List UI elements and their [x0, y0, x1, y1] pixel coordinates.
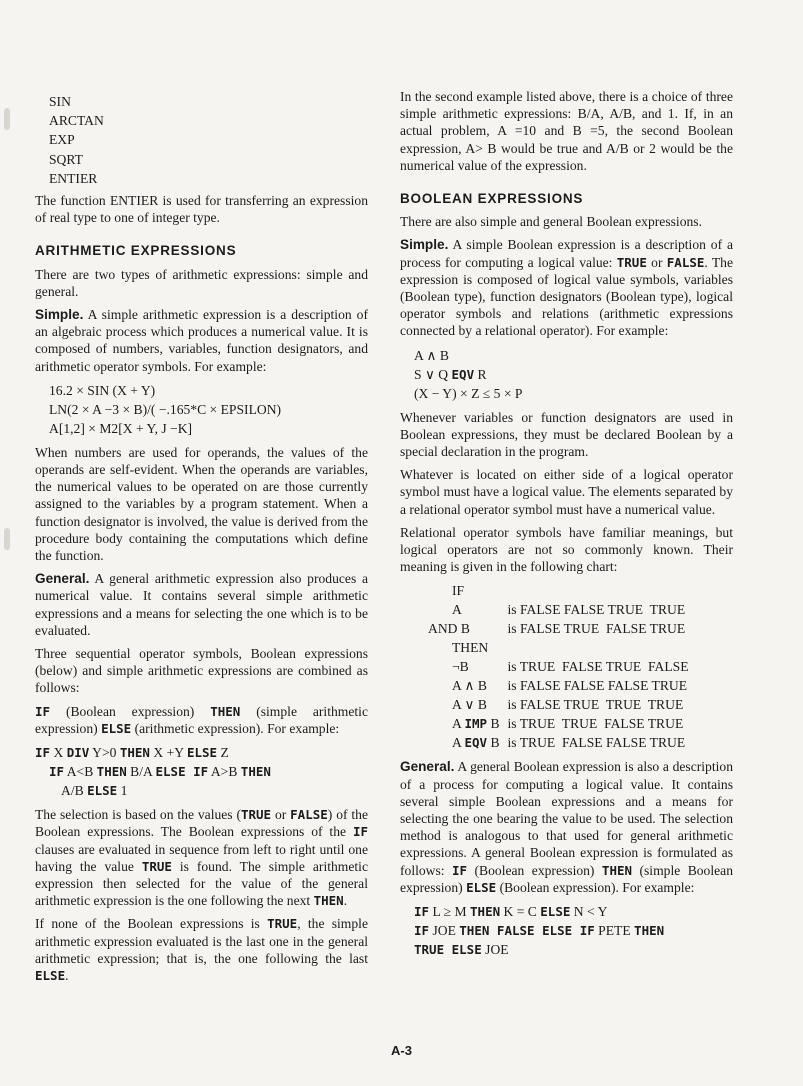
text: (simple Boolean expression): [400, 862, 733, 895]
example-line: [414, 921, 733, 940]
text: A: [452, 716, 465, 732]
left-column: [35, 88, 368, 990]
example-line: 16.2 × SIN (X + Y): [49, 382, 156, 398]
keyword: TRUE: [414, 942, 445, 958]
keyword: TRUE: [616, 254, 647, 270]
example-line: [414, 940, 733, 959]
keyword: ELSE: [444, 942, 482, 958]
table-cell: ¬B: [452, 659, 469, 675]
list-item: EXP: [49, 132, 75, 148]
operands-paragraph: When numbers are used for operands, the values of the operands are self-evident. When the operands are variables, the numerical values to be operated on are those currently assigned to the variables by a program statement. When a function designator is involved, the value is derived from the procedure body containing the computations which define the function.: [35, 444, 368, 564]
table-cell: [504, 581, 693, 600]
table-cell: A ∧ B: [452, 678, 487, 694]
example-line: A[1,2] × M2[X + Y, J −K]: [49, 420, 193, 436]
text: 1: [117, 783, 128, 799]
text: (arithmetic expression). For example:: [131, 720, 340, 736]
keyword: IF: [352, 824, 368, 840]
text: S ∨ Q: [414, 366, 452, 382]
table-cell: is FALSE TRUE TRUE TRUE: [507, 697, 684, 713]
text: X +Y: [149, 745, 187, 761]
text: N < Y: [570, 904, 608, 920]
table-row: [414, 733, 693, 752]
text: , the simple arithmetic expression evaluated is the last one in the general arithmetic expression; that is, the one following the last: [35, 916, 368, 966]
keyword: ELSE: [540, 904, 571, 920]
paragraph-text: A simple arithmetic expression is a description of an algebraic process which produces a numerical value. It is composed of numbers, variables, function designators, and arithmetic operator symbols. For example:: [35, 307, 368, 374]
right-column: [400, 88, 733, 965]
boolean-examples: [414, 346, 733, 403]
keyword: IF: [414, 923, 430, 939]
keyword: IF: [49, 764, 65, 780]
text: X: [50, 745, 67, 761]
keyword: IF: [35, 703, 51, 719]
table-cell: A: [452, 602, 462, 618]
keyword: FALSE: [489, 923, 535, 939]
keyword: THEN: [313, 893, 344, 909]
keyword: IF: [452, 862, 468, 878]
table-row: [414, 714, 693, 733]
keyword: FALSE: [666, 254, 705, 270]
table-cell: [504, 638, 693, 657]
paragraph-text: A general arithmetic expression also produces a numerical value. It contains several simple arithmetic expressions and a means for selecting the one which is to be evaluated.: [35, 571, 368, 638]
keyword: THEN: [240, 764, 271, 780]
text: If none of the Boolean expressions is: [35, 916, 268, 932]
general-arith-paragraph: [35, 570, 368, 639]
text: (simple arithmetic expression): [35, 703, 368, 736]
list-item: SIN: [49, 94, 71, 109]
text: clauses are evaluated in sequence from left to right until one having the value: [35, 841, 368, 874]
text: is found. The simple arithmetic expression then selected for the value of the general arithmetic expression is the one following the next: [35, 858, 368, 909]
keyword: IF: [572, 923, 595, 939]
second-example-paragraph: In the second example listed above, there is a choice of three simple arithmetic expressions: B/A, A/B, and 1. If, in an actual problem, A =10 and B =5, the second Boolean expression, A> B would be true and A/B or 2 would be the numerical value of the expression.: [400, 89, 733, 173]
truth-table: [414, 581, 693, 752]
example-line: [414, 902, 733, 921]
list-item: ARCTAN: [49, 113, 104, 129]
general-boolean-examples: [414, 902, 733, 959]
table-cell: is TRUE FALSE TRUE FALSE: [507, 659, 689, 675]
text: Z: [217, 745, 229, 761]
keyword: THEN: [634, 923, 665, 939]
text: Y>0: [89, 745, 120, 761]
text: A<B: [64, 764, 97, 780]
keyword: TRUE: [267, 916, 298, 932]
form-paragraph: [35, 703, 368, 737]
text: K = C: [500, 904, 541, 920]
run-in-label: General.: [400, 759, 455, 775]
keyword: IF: [185, 764, 209, 780]
keyword: THEN: [119, 745, 150, 761]
run-in-label: General.: [35, 571, 90, 587]
text: B: [487, 716, 500, 732]
text: .: [343, 893, 348, 909]
binder-hole-top: [4, 108, 10, 130]
table-row: [414, 695, 693, 714]
keyword: ELSE: [155, 764, 186, 780]
boolean-heading: BOOLEAN EXPRESSIONS: [400, 191, 584, 207]
keyword: IF: [35, 745, 51, 761]
table-row: [414, 619, 693, 638]
text: (Boolean expression). For example:: [496, 879, 695, 895]
simple-arith-paragraph: [35, 306, 368, 375]
table-cell: is TRUE TRUE FALSE TRUE: [507, 716, 684, 732]
text: B/A: [126, 764, 156, 780]
if-example-block: [35, 743, 368, 800]
arithmetic-intro: There are two types of arithmetic expressions: simple and general.: [35, 266, 368, 299]
keyword: FALSE: [290, 807, 328, 823]
keyword: IF: [414, 904, 430, 920]
text: A general Boolean expression is also a description of a process for computing a logical value. It contains several simple Boolean expressions and a means for selecting the one bearing the value to be used. The selection method is analogous to that used for general arithmetic expressions. A general Boolean expression is formulated as follows:: [400, 759, 733, 878]
keyword: ELSE: [87, 783, 118, 799]
table-cell: IF: [452, 583, 465, 599]
text: R: [474, 366, 487, 382]
example-line: LN(2 × A −3 × B)/( −.165*C × EPSILON): [49, 401, 282, 417]
text: B: [487, 735, 500, 751]
keyword: TRUE: [141, 858, 172, 874]
example-line: (X − Y) × Z ≤ 5 × P: [414, 385, 523, 401]
function-list: [49, 92, 368, 188]
boolean-intro: There are also simple and general Boolean expressions.: [400, 214, 702, 230]
keyword: DIV: [66, 745, 90, 761]
binder-hole-bottom: [4, 528, 10, 550]
sequential-paragraph: Three sequential operator symbols, Boolean expressions (below) and simple arithmetic expressions are combined as follows:: [35, 646, 368, 696]
table-cell: A ∨ B: [452, 697, 487, 713]
text: .: [65, 967, 69, 983]
keyword: THEN: [210, 703, 241, 719]
example-line: [414, 365, 733, 384]
table-cell: AND B: [428, 621, 470, 637]
example-line: [35, 743, 368, 762]
keyword: ELSE: [466, 879, 497, 895]
page-number: A-3: [391, 1043, 412, 1058]
example-line: [35, 781, 368, 800]
table-cell: is FALSE FALSE FALSE TRUE: [507, 678, 688, 694]
run-in-label: Simple.: [400, 237, 449, 253]
none-paragraph: [35, 915, 368, 984]
list-item: SQRT: [49, 151, 83, 167]
keyword: ELSE: [186, 745, 218, 761]
text: PETE: [594, 923, 635, 939]
text: A/B: [61, 783, 88, 799]
text: (Boolean expression): [467, 862, 602, 878]
relational-paragraph: Relational operator symbols have familiar meanings, but logical operators are not so commonly known. Their meaning is given in the following chart:: [400, 524, 733, 575]
text: JOE: [429, 923, 460, 939]
text: L ≥ M: [429, 904, 471, 920]
text: (Boolean expression): [50, 703, 211, 719]
table-cell: THEN: [452, 640, 489, 656]
keyword: IMP: [464, 716, 488, 732]
keyword: EQV: [464, 735, 488, 751]
text: A>B: [208, 764, 241, 780]
table-row: [414, 657, 693, 676]
run-in-label: Simple.: [35, 307, 84, 323]
table-cell: is FALSE TRUE FALSE TRUE: [507, 621, 686, 637]
selection-paragraph: [35, 806, 368, 909]
text: or: [646, 254, 667, 270]
whatever-paragraph: Whatever is located on either side of a logical operator symbol must have a logical value. The elements separated by a relational operator symbol must have a numerical value.: [400, 467, 733, 517]
keyword: ELSE: [35, 967, 66, 983]
simple-boolean-paragraph: [400, 236, 733, 339]
keyword: THEN: [459, 923, 490, 939]
table-cell: [414, 714, 504, 733]
keyword: EQV: [451, 366, 475, 382]
keyword: THEN: [601, 862, 633, 878]
text: A: [452, 735, 465, 751]
entier-paragraph: The function ENTIER is used for transferring an expression of real type to one of integer type.: [35, 193, 368, 226]
keyword: TRUE: [240, 807, 272, 823]
example-line: A ∧ B: [414, 347, 449, 363]
table-cell: [414, 733, 504, 752]
general-boolean-paragraph: [400, 758, 733, 896]
text: JOE: [481, 942, 509, 958]
table-row: [414, 581, 693, 600]
arith-examples: [49, 381, 368, 438]
text: The selection is based on the values (: [35, 807, 241, 823]
keyword: ELSE: [534, 923, 573, 939]
keyword: THEN: [470, 904, 501, 920]
table-cell: is FALSE FALSE TRUE TRUE: [507, 602, 686, 618]
text: or: [271, 807, 291, 823]
arithmetic-heading: ARITHMETIC EXPRESSIONS: [35, 243, 237, 259]
table-row: [414, 600, 693, 619]
table-row: [414, 676, 693, 695]
text: A simple Boolean expression is a description of a process for computing a logical value:: [400, 237, 733, 270]
keyword: THEN: [96, 764, 127, 780]
text: . The expression is composed of logical value symbols, variables (Boolean type), function designators (Boolean type), logical operator symbols and relations (arithmetic expressions connected by a relational operator). For example:: [400, 254, 733, 339]
list-item: ENTIER: [49, 170, 98, 186]
table-cell: is TRUE FALSE FALSE TRUE: [507, 735, 686, 751]
keyword: ELSE: [101, 720, 132, 736]
example-line: [35, 762, 368, 781]
table-row: [414, 638, 693, 657]
text: ) of the Boolean expressions. The Boolean expressions of the: [35, 807, 368, 840]
whenever-paragraph: Whenever variables or function designators are used in Boolean expressions, they must be declared Boolean by a special declaration in the program.: [400, 409, 733, 460]
